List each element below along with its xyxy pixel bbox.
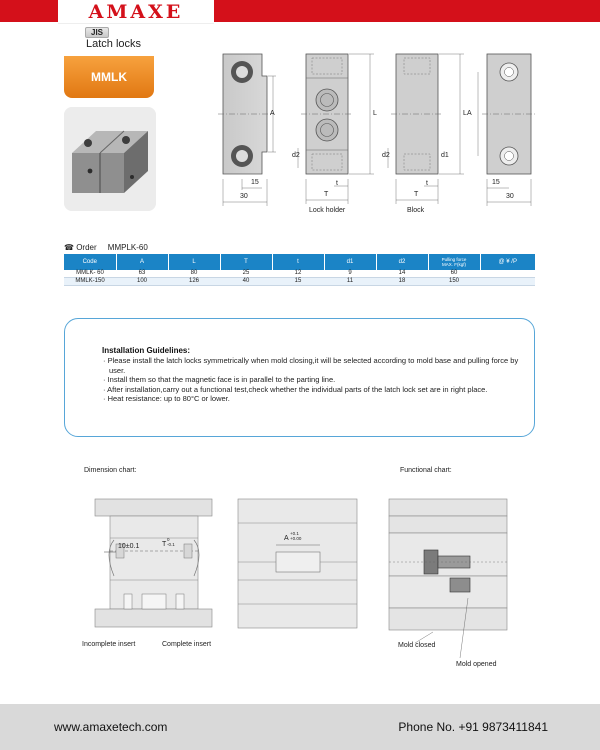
col-code: Code (64, 254, 116, 270)
product-category: Latch locks (86, 38, 142, 50)
table-row (64, 270, 535, 278)
guideline-item: · After installation,carry out a functional test,check whether the individual parts of the latch lock set are in right place. (102, 385, 527, 395)
cell: 80 (168, 270, 220, 278)
incomplete-insert-caption: Incomplete insert (82, 641, 136, 648)
charts-svg (80, 490, 520, 680)
dim-d2-label-2: d2 (382, 152, 390, 159)
cell: 14 (376, 270, 428, 278)
drawing-svg (210, 44, 550, 220)
dimension-chart-title: Dimension chart: (84, 467, 137, 474)
cell: 150 (428, 278, 480, 286)
cell: 100 (116, 278, 168, 286)
dim-t-label-2: T (414, 191, 419, 198)
dim-30-label: 30 (240, 193, 248, 200)
cell: 11 (324, 278, 376, 286)
pulling-force-line2: MAX. F(kgf) (441, 262, 466, 267)
dim-t-small-label-2: t (426, 180, 428, 187)
table-row (64, 278, 535, 286)
tolerance-t-lower: -0.1 (167, 542, 175, 547)
phone-number: Phone No. +91 9873411841 (398, 720, 548, 734)
col-price: @ ¥ /P (480, 254, 535, 270)
dim-15-label: 15 (251, 179, 259, 186)
jis-badge: JIS (85, 27, 109, 38)
pulling-force-line1: Pulling force (441, 257, 467, 262)
cell: 9 (324, 270, 376, 278)
cell: 63 (116, 270, 168, 278)
dim-t-label-1: T (324, 191, 329, 198)
functional-chart-title: Functional chart: (400, 467, 452, 474)
spec-table (64, 254, 535, 286)
order-label: Order (76, 243, 97, 252)
phone-icon: ☎ (64, 243, 74, 252)
col-d2: d2 (376, 254, 428, 270)
charts-area (80, 490, 520, 680)
cell: 40 (220, 278, 272, 286)
guidelines-title: Installation Guidelines: (102, 346, 191, 355)
product-code-tab: MMLK (64, 56, 154, 98)
col-pulling-force (428, 254, 480, 270)
guidelines-list (102, 356, 527, 404)
lock-holder-caption: Lock holder (309, 207, 346, 214)
tolerance-t: T (162, 541, 167, 548)
order-code: MMPLK-60 (107, 243, 148, 252)
cell: 126 (168, 278, 220, 286)
table-header-row (64, 254, 535, 270)
tolerance-a-upper: +0.1 (290, 531, 299, 536)
col-d1: d1 (324, 254, 376, 270)
order-line (64, 243, 148, 252)
latch-lock-image (64, 107, 156, 211)
tolerance-a: A (284, 535, 289, 542)
cell (480, 270, 535, 278)
cell: MMLK-150 (64, 278, 116, 286)
guideline-item: · Install them so that the magnetic face is in parallel to the parting line. (102, 375, 527, 385)
footer (0, 704, 600, 750)
product-photo (64, 107, 156, 211)
dim-t-small-label-1: t (336, 180, 338, 187)
technical-drawings (210, 44, 550, 220)
tolerance-a-lower: +0.00 (290, 536, 302, 541)
cell: MMLK- 60 (64, 270, 116, 278)
guideline-item: · Please install the latch locks symmetrically when mold closing,it will be selected according to mold base and pulling force by user. (102, 356, 527, 375)
cell: 18 (376, 278, 428, 286)
complete-insert-caption: Complete insert (162, 641, 212, 648)
cell: 25 (220, 270, 272, 278)
tolerance-t-upper: 0 (167, 537, 170, 542)
cell: 15 (272, 278, 324, 286)
cell (480, 278, 535, 286)
gap-dimension-label: 10±0.1 (118, 543, 140, 550)
mold-opened-caption: Mold opened (456, 661, 497, 668)
dim-a-label: A (270, 110, 275, 117)
col-a: A (116, 254, 168, 270)
dim-l-label-2: L (463, 110, 467, 117)
dim-a-label-2: A (467, 110, 472, 117)
dim-d1-label: d1 (441, 152, 449, 159)
guideline-item: · Heat resistance: up to 80°C or lower. (102, 394, 527, 404)
dim-d2-label-1: d2 (292, 152, 300, 159)
cell: 12 (272, 270, 324, 278)
col-t-lower: t (272, 254, 324, 270)
col-l: L (168, 254, 220, 270)
brand-name: AMAXE (88, 1, 184, 23)
dim-15-label-2: 15 (492, 179, 500, 186)
brand-logo (58, 0, 214, 24)
col-t-upper: T (220, 254, 272, 270)
website-link[interactable]: www.amaxetech.com (54, 720, 168, 734)
mold-closed-caption: Mold closed (398, 642, 436, 649)
block-caption: Block (407, 207, 425, 214)
dim-30-label-2: 30 (506, 193, 514, 200)
cell: 60 (428, 270, 480, 278)
dim-l-label-1: L (373, 110, 377, 117)
installation-guidelines-box (64, 318, 535, 437)
